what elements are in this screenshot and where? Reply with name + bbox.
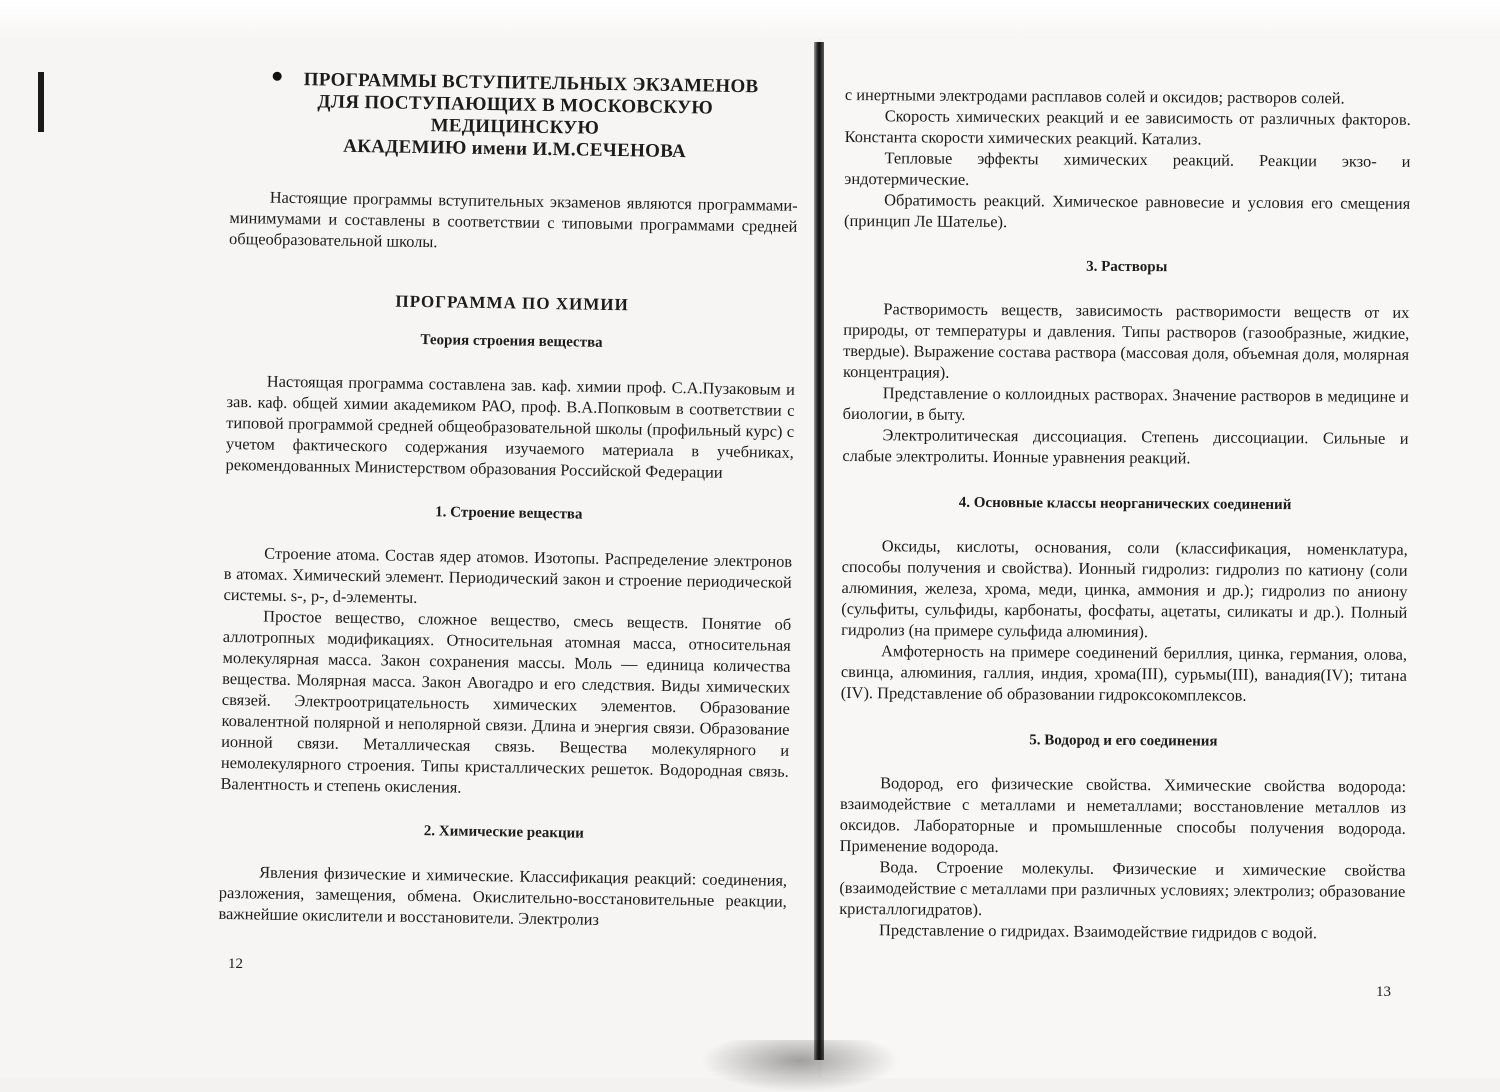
book-spine — [814, 42, 824, 1060]
left-column — [218, 56, 800, 933]
program-heading: ПРОГРАММА ПО ХИМИИ — [395, 291, 629, 315]
section-5-paragraph-1: Водород, его физические свойства. Химические свойства водорода: взаимодействие с металлами и неметаллами; восстановление металлов из оксидов. Лабораторные и промышленные способы получения водорода. Применение водорода. — [839, 773, 1407, 857]
section-5-heading: 5. Водород и его соединения — [1029, 732, 1218, 750]
section-1-paragraph-1: Строение атома. Состав ядер атомов. Изотопы. Распределение электронов в атомах. Химический элемент. Периодический закон и строение периодической системы. s-, p-, d-элементы. — [223, 543, 793, 607]
title-line-2: ДЛЯ ПОСТУПАЮЩИХ В МОСКОВСКУЮ МЕДИЦИНСКУЮ — [317, 91, 714, 139]
section-1-paragraph-2: Простое вещество, сложное вещество, смесь веществ. Понятие об аллотропных модификациях. Относительная атомная масса, относительная молекулярная масса. Закон сохранения массы. Моль — единица количества вещества. Молярная масса. Закон Авогадро и его следствия. Виды химических связей. Электроотрицательность химических элементов. Образование ковалентной полярной и неполярной связи. Длина и энергия связи. Образование ионной связи. Металлическая связь. Вещества молекулярного и немолекулярного строения. Типы кристаллических решеток. Водородная связь. Валентность и степень окисления. — [220, 606, 792, 797]
section-4-paragraph-2: Амфотерность на примере соединений бериллия, цинка, германия, олова, свинца, алюминия, галлия, индия, хрома(III), сурьмы(III), ванадия(IV); титана (IV). Представление об образовании гидроксокомплексов. — [840, 641, 1408, 705]
theory-heading: Теория строения вещества — [420, 331, 603, 351]
page-number-left: 12 — [228, 956, 243, 972]
section-2-paragraph-3: Тепловые эффекты химических реакций. Реакции экзо- и эндотермические. — [844, 148, 1411, 189]
page-title — [230, 68, 799, 165]
scan-border — [0, 0, 1500, 38]
section-3-paragraph-2: Представление о коллоидных растворах. Значение растворов в медицине и биологии, в быту. — [842, 383, 1409, 424]
section-3-paragraph-1: Растворимость веществ, зависимость растворимости веществ от их природы, от температуры и давления. Типы растворов (газообразные, жидкие, твердые). Выражение состава раствора (массовая доля, объемная доля, молярная концентрация). — [842, 299, 1410, 382]
title-line-1: ПРОГРАММЫ ВСТУПИТЕЛЬНЫХ ЭКЗАМЕНОВ — [303, 69, 759, 98]
author-paragraph: Настоящая программа составлена зав. каф. химии проф. С.А.Пузаковым и зав. каф. общей химии академиком РАО, проф. В.А.Попковым в соответствии с типовой программой средней общеобразовательной школы (профильный курс) с учетом фактического содержания изучаемого материала в учебниках, рекомендованных Министерством образования Российской Федерации — [225, 371, 795, 482]
section-3-heading: 3. Растворы — [1086, 258, 1168, 276]
section-3-paragraph-3: Электролитическая диссоциация. Степень диссоциации. Сильные и слабые электролиты. Ионные уравнения реакций. — [842, 425, 1409, 468]
intro-paragraph: Настоящие программы вступительных экзаменов являются программами-минимумами и составлены в соответствии с типовыми программами средней общеобразовательной школы. — [228, 187, 798, 252]
title-line-3: АКАДЕМИЮ имени И.М.СЕЧЕНОВА — [342, 135, 687, 163]
section-1-heading: 1. Строение вещества — [435, 504, 583, 523]
right-column — [839, 84, 1411, 944]
section-2-continuation: с инертными электродами расплавов солей и оксидов; растворов солей. — [844, 84, 1345, 108]
page-number-right: 13 — [1376, 984, 1391, 1000]
section-2-heading: 2. Химические реакции — [423, 823, 584, 842]
scan-shadow — [700, 1040, 900, 1092]
section-4-heading: 4. Основные классы неорганических соединений — [958, 494, 1292, 514]
section-2-paragraph-1: Явления физические и химические. Классификация реакций: соединения, разложения, замещения, обмена. Окислительно-восстановительные реакции, важнейшие окислители и восстановители. Электролиз — [218, 862, 788, 929]
section-2-paragraph-2: Скорость химических реакций и ее зависимость от различных факторов. Константа скорости химических реакций. Катализ. — [844, 106, 1411, 149]
section-4-paragraph-1: Оксиды, кислоты, основания, соли (классификация, номенклатура, способы получения и свойства). Ионный гидролиз: гидролиз по катиону (соли алюминия, железа, хрома, меди, цинка, аммония и др.); гидролиз по аниону (сульфиты, сульфиды, карбонаты, фосфаты, ацетаты, силикаты и др.). Полный гидролиз (на примере сульфида алюминия). — [841, 536, 1408, 642]
section-2-paragraph-4: Обратимость реакций. Химическое равновесие и условия его смещения (принцип Ле Шателье). — [843, 190, 1411, 232]
section-5-paragraph-3: Представление о гидридах. Взаимодействие гидридов с водой. — [879, 920, 1318, 943]
margin-mark — [38, 72, 44, 132]
section-5-paragraph-2: Вода. Строение молекулы. Физические и химические свойства (взаимодействие с металлами при различных условиях; электролиз; образование кристаллогидратов). — [839, 857, 1406, 919]
bullet-icon — [273, 72, 282, 81]
